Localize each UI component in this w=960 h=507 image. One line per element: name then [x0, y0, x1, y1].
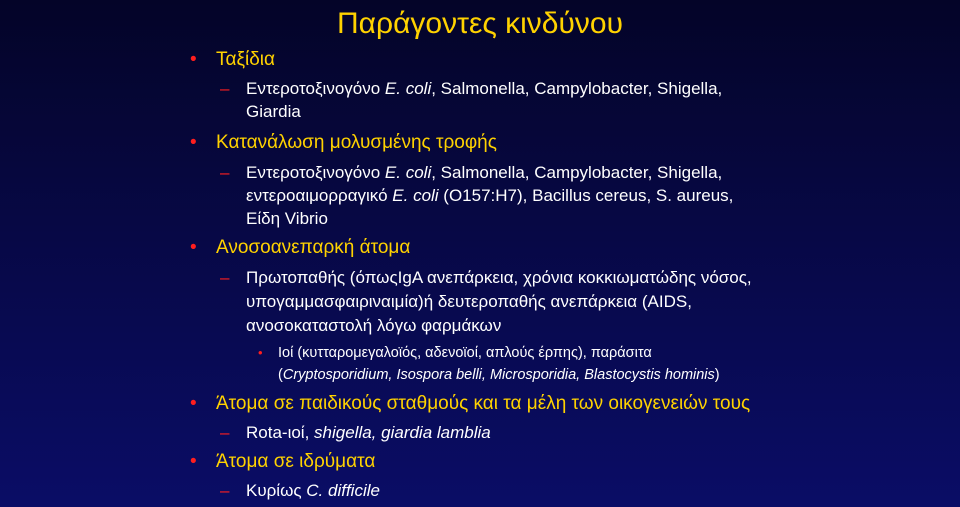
slide-title: Παράγοντες κινδύνου [337, 7, 623, 40]
bullet-dot-icon: • [190, 451, 197, 472]
bullet-dot-icon: • [258, 345, 263, 360]
item-text: Εντεροτοξινογόνο E. coli, Salmonella, Campylobacter, Shigella, [246, 163, 723, 182]
bullet-dot-icon: • [190, 393, 197, 414]
bullet-dot-icon: • [190, 237, 197, 258]
dash-icon: – [220, 481, 230, 500]
heading-text: Κατανάλωση μολυσμένης τροφής [216, 132, 497, 153]
item-text: υπογαμμασφαιριναιμία)ή δευτεροπαθής ανεπάρκεια (AIDS, [246, 292, 692, 311]
bullet-dot-icon: • [190, 49, 197, 70]
dash-icon: – [220, 423, 230, 442]
dash-icon: – [220, 79, 230, 98]
item-text: Κυρίως C. difficile [246, 481, 380, 500]
dash-icon: – [220, 163, 230, 182]
item-text: Giardia [246, 102, 301, 121]
heading-text: Άτομα σε ιδρύματα [216, 451, 376, 472]
item-text: ανοσοκαταστολή λόγω φαρμάκων [246, 316, 502, 335]
sub-item-text: (Cryptosporidium, Isospora belli, Microsporidia, Blastocystis hominis) [278, 367, 720, 383]
heading-text: Ανοσοανεπαρκή άτομα [216, 237, 411, 258]
sub-item-text: Ιοί (κυτταρομεγαλοϊός, αδενοϊοί, απλούς έρπης), παράσιτα [278, 345, 652, 361]
dash-icon: – [220, 268, 230, 287]
item-text: Εντεροτοξινογόνο E. coli, Salmonella, Campylobacter, Shigella, [246, 79, 723, 98]
item-text: Πρωτοπαθής (όπωςIgA ανεπάρκεια, χρόνια κοκκιωματώδης νόσος, [246, 268, 752, 287]
item-text: εντεροαιμορραγικό E. coli (O157:H7), Bacillus cereus, S. aureus, [246, 186, 734, 205]
item-text: Rota-ιοί, shigella, giardia lamblia [246, 423, 491, 442]
heading-text: Άτομα σε παιδικούς σταθμούς και τα μέλη των οικογενειών τους [216, 393, 751, 414]
bullet-dot-icon: • [190, 132, 197, 153]
item-text: Είδη Vibrio [246, 209, 328, 228]
heading-text: Ταξίδια [216, 49, 276, 70]
